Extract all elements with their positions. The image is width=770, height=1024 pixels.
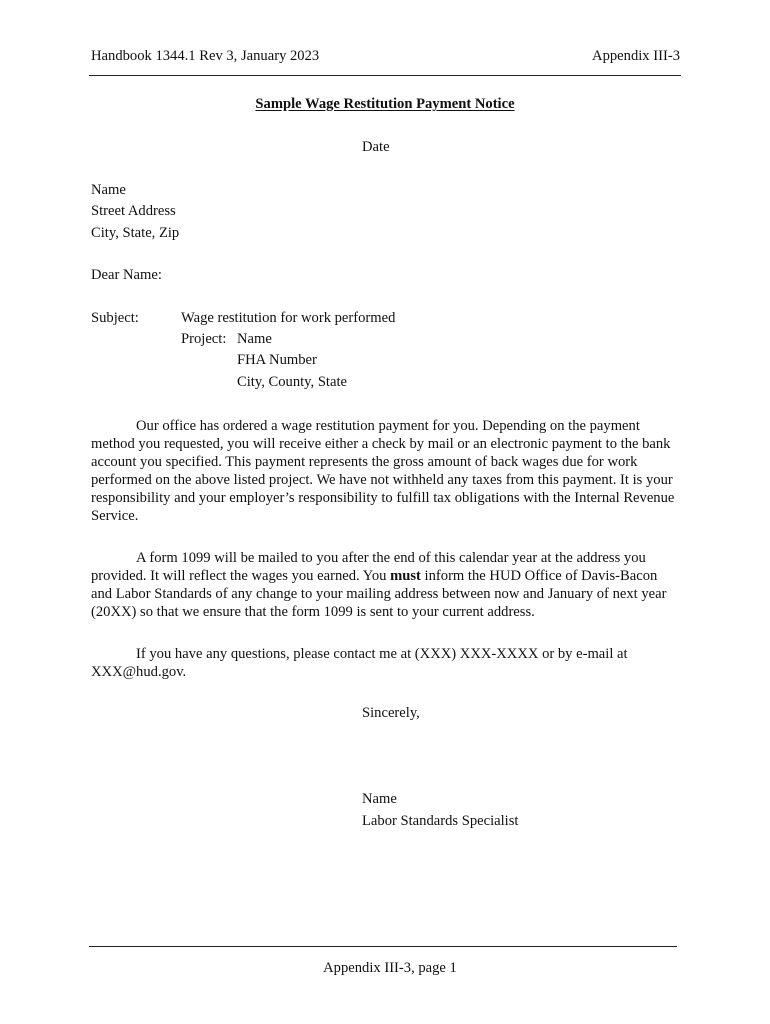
recipient-city: City, State, Zip <box>91 225 180 241</box>
paragraph-contact-text: If you have any questions, please contact me at (XXX) XXX-XXXX or by e-mail at XXX@hud.gov. <box>91 646 628 680</box>
signer-title: Labor Standards Specialist <box>362 813 519 829</box>
signer-name: Name <box>362 791 397 807</box>
date-line: Date <box>362 139 390 155</box>
subject-text: Wage restitution for work performed <box>181 310 396 326</box>
footer-rule <box>89 946 677 947</box>
project-label: Project: <box>181 331 227 347</box>
paragraph-payment-text: Our office has ordered a wage restitution payment for you. Depending on the payment method you requested, you will receive either a check by mail or an electronic payment to the bank account you specified. This payment represents the gross amount of back wages due for work performed on the above listed project. We have not withheld any taxes from this payment. It is your responsibility and your employer’s responsibility to fulfill tax obligations with the Internal Revenue Service. <box>91 418 675 524</box>
header-right: Appendix III-3 <box>592 48 680 64</box>
project-location: City, County, State <box>237 374 347 390</box>
project-name: Name <box>237 331 272 347</box>
closing-sincerely: Sincerely, <box>362 705 420 721</box>
paragraph-form-1099 <box>91 549 679 621</box>
header-rule <box>89 75 681 76</box>
paragraph-contact <box>91 645 679 681</box>
paragraph-form-1099-text-start: A form 1099 will be mailed to you after the end of this calendar year at the address you provided. It will reflect the wages you earned. You <box>91 550 646 584</box>
recipient-name: Name <box>91 182 126 198</box>
recipient-street: Street Address <box>91 203 176 219</box>
paragraph-form-1099-text-end: inform the HUD Office of Davis-Bacon and Labor Standards of any change to your mailing address between now and January of next year (20XX) so that we ensure that the form 1099 is sent to your current address. <box>91 568 667 620</box>
salutation: Dear Name: <box>91 267 162 283</box>
document-title: Sample Wage Restitution Payment Notice <box>255 96 515 112</box>
subject-label: Subject: <box>91 310 139 326</box>
emphasis-must: must <box>390 568 421 584</box>
header-left: Handbook 1344.1 Rev 3, January 2023 <box>91 48 320 64</box>
project-fha: FHA Number <box>237 352 317 368</box>
paragraph-payment <box>91 417 679 525</box>
footer-page-label: Appendix III-3, page 1 <box>323 960 457 976</box>
